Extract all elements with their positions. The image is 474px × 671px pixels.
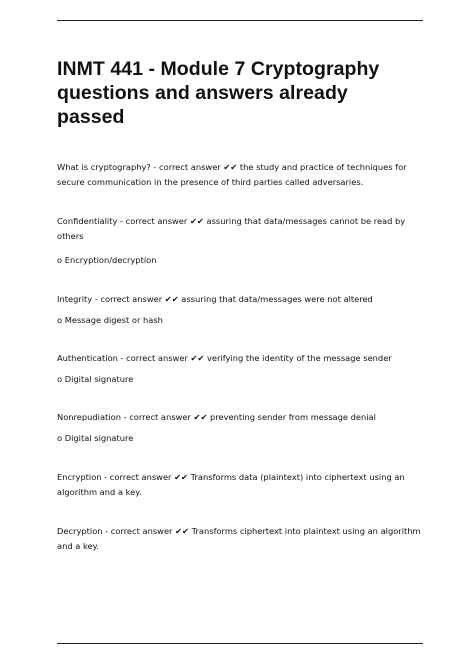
sub-point-message-digest: o Message digest or hash bbox=[57, 315, 163, 325]
sub-point-digital-signature-auth: o Digital signature bbox=[57, 374, 134, 384]
bottom-divider bbox=[57, 643, 423, 644]
qa-entry-decryption: Decryption - correct answer ✔✔ Transforms ciphertext into plaintext using an algorithm and a key. bbox=[57, 526, 421, 551]
top-divider bbox=[57, 20, 423, 21]
qa-entry-nonrepudiation: Nonrepudiation - correct answer ✔✔ preventing sender from message denial bbox=[57, 412, 376, 422]
qa-entry-confidentiality: Confidentiality - correct answer ✔✔ assuring that data/messages cannot be read by others bbox=[57, 216, 406, 241]
qa-entry-authentication: Authentication - correct answer ✔✔ verifying the identity of the message sender bbox=[57, 353, 392, 363]
qa-entry-integrity: Integrity - correct answer ✔✔ assuring that data/messages were not altered bbox=[57, 294, 373, 304]
qa-entry-encryption: Encryption - correct answer ✔✔ Transforms data (plaintext) into ciphertext using an algorithm and a key. bbox=[57, 472, 405, 497]
qa-entry-cryptography: What is cryptography? - correct answer ✔✔ the study and practice of techniques for secure communication in the presence of third parties called adversaries. bbox=[57, 162, 407, 187]
page-title: INMT 441 - Module 7 Cryptography questions and answers already passed bbox=[57, 58, 380, 128]
sub-point-digital-signature-nonrep: o Digital signature bbox=[57, 433, 134, 443]
sub-point-encryption-decryption: o Encryption/decryption bbox=[57, 255, 157, 265]
